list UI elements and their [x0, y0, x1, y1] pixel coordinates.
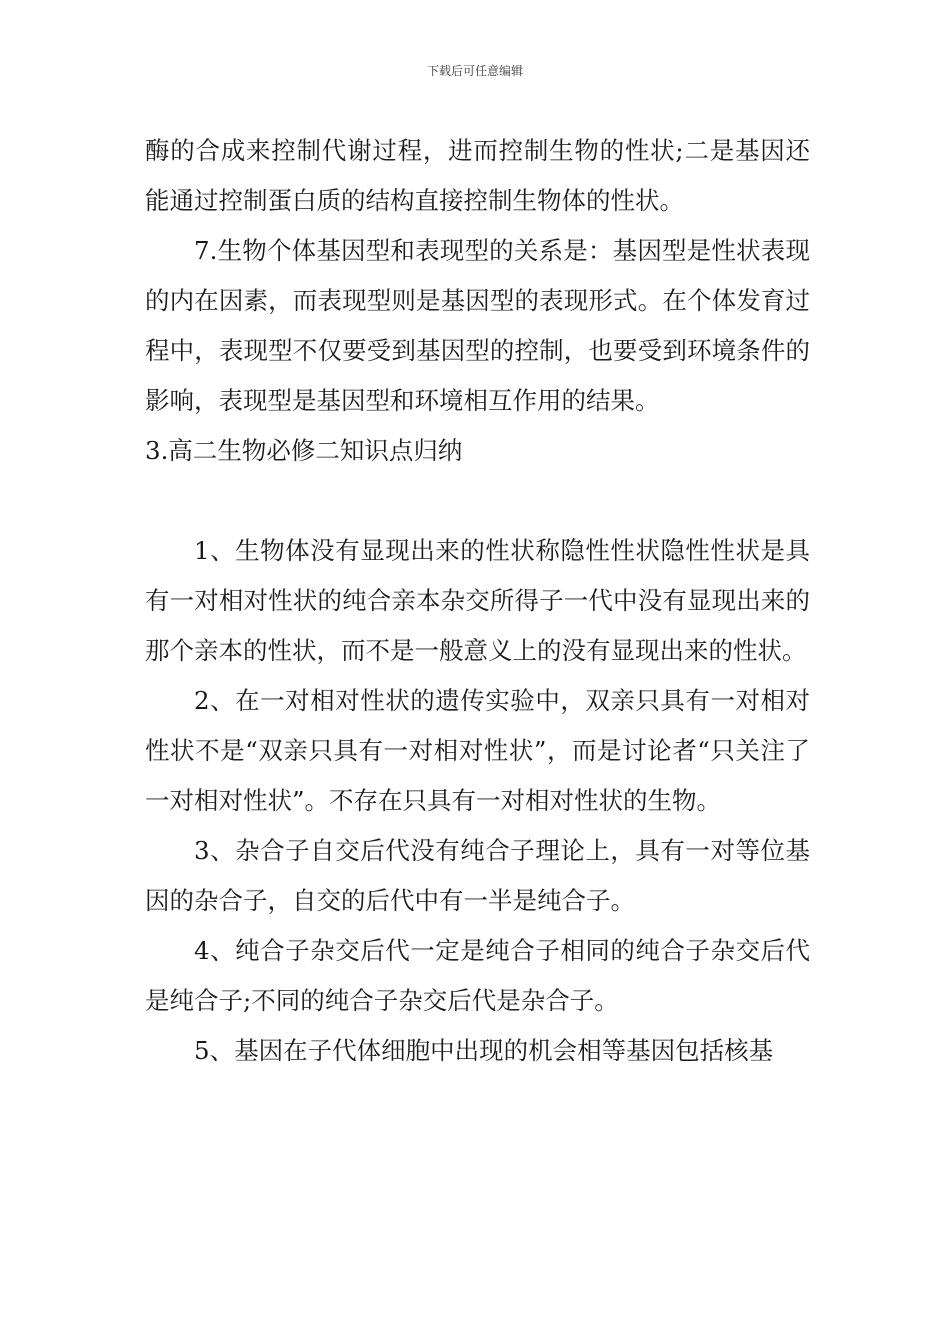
paragraph-item-3: 3、杂合子自交后代没有纯合子理论上，具有一对等位基因的杂合子，自交的后代中有一半是纯合子。: [145, 836, 810, 915]
paragraph-item-2: 2、在一对相对性状的遗传实验中，双亲只具有一对相对性状不是“双亲只具有一对相对性状”，而是讨论者“只关注了一对相对性状”。不存在只具有一对相对性状的生物。: [145, 686, 810, 815]
paragraph-item-7: 7.生物个体基因型和表现型的关系是：基因型是性状表现的内在因素，而表现型则是基因型的表现形式。在个体发育过程中，表现型不仅要受到基因型的控制，也要受到环境条件的影响，表现型是基因型和环境相互作用的结果。: [145, 236, 810, 415]
paragraph-item-1: 1、生物体没有显现出来的性状称隐性性状隐性性状是具有一对相对性状的纯合亲本杂交所得子一代中没有显现出来的那个亲本的性状，而不是一般意义上的没有显现出来的性状。: [145, 536, 810, 665]
section-heading: 3.高二生物必修二知识点归纳: [145, 436, 463, 465]
document-body: [145, 126, 810, 1076]
page-header: 下载后可任意编辑: [426, 64, 523, 78]
blank-line: [145, 476, 810, 526]
paragraph-item-5: 5、基因在子代体细胞中出现的机会相等基因包括核基: [194, 1036, 774, 1065]
paragraph-continued: 酶的合成来控制代谢过程，进而控制生物的性状;二是基因还能通过控制蛋白质的结构直接控制生物体的性状。: [145, 136, 810, 215]
paragraph-item-4: 4、纯合子杂交后代一定是纯合子相同的纯合子杂交后代是纯合子;不同的纯合子杂交后代是杂合子。: [145, 936, 810, 1015]
